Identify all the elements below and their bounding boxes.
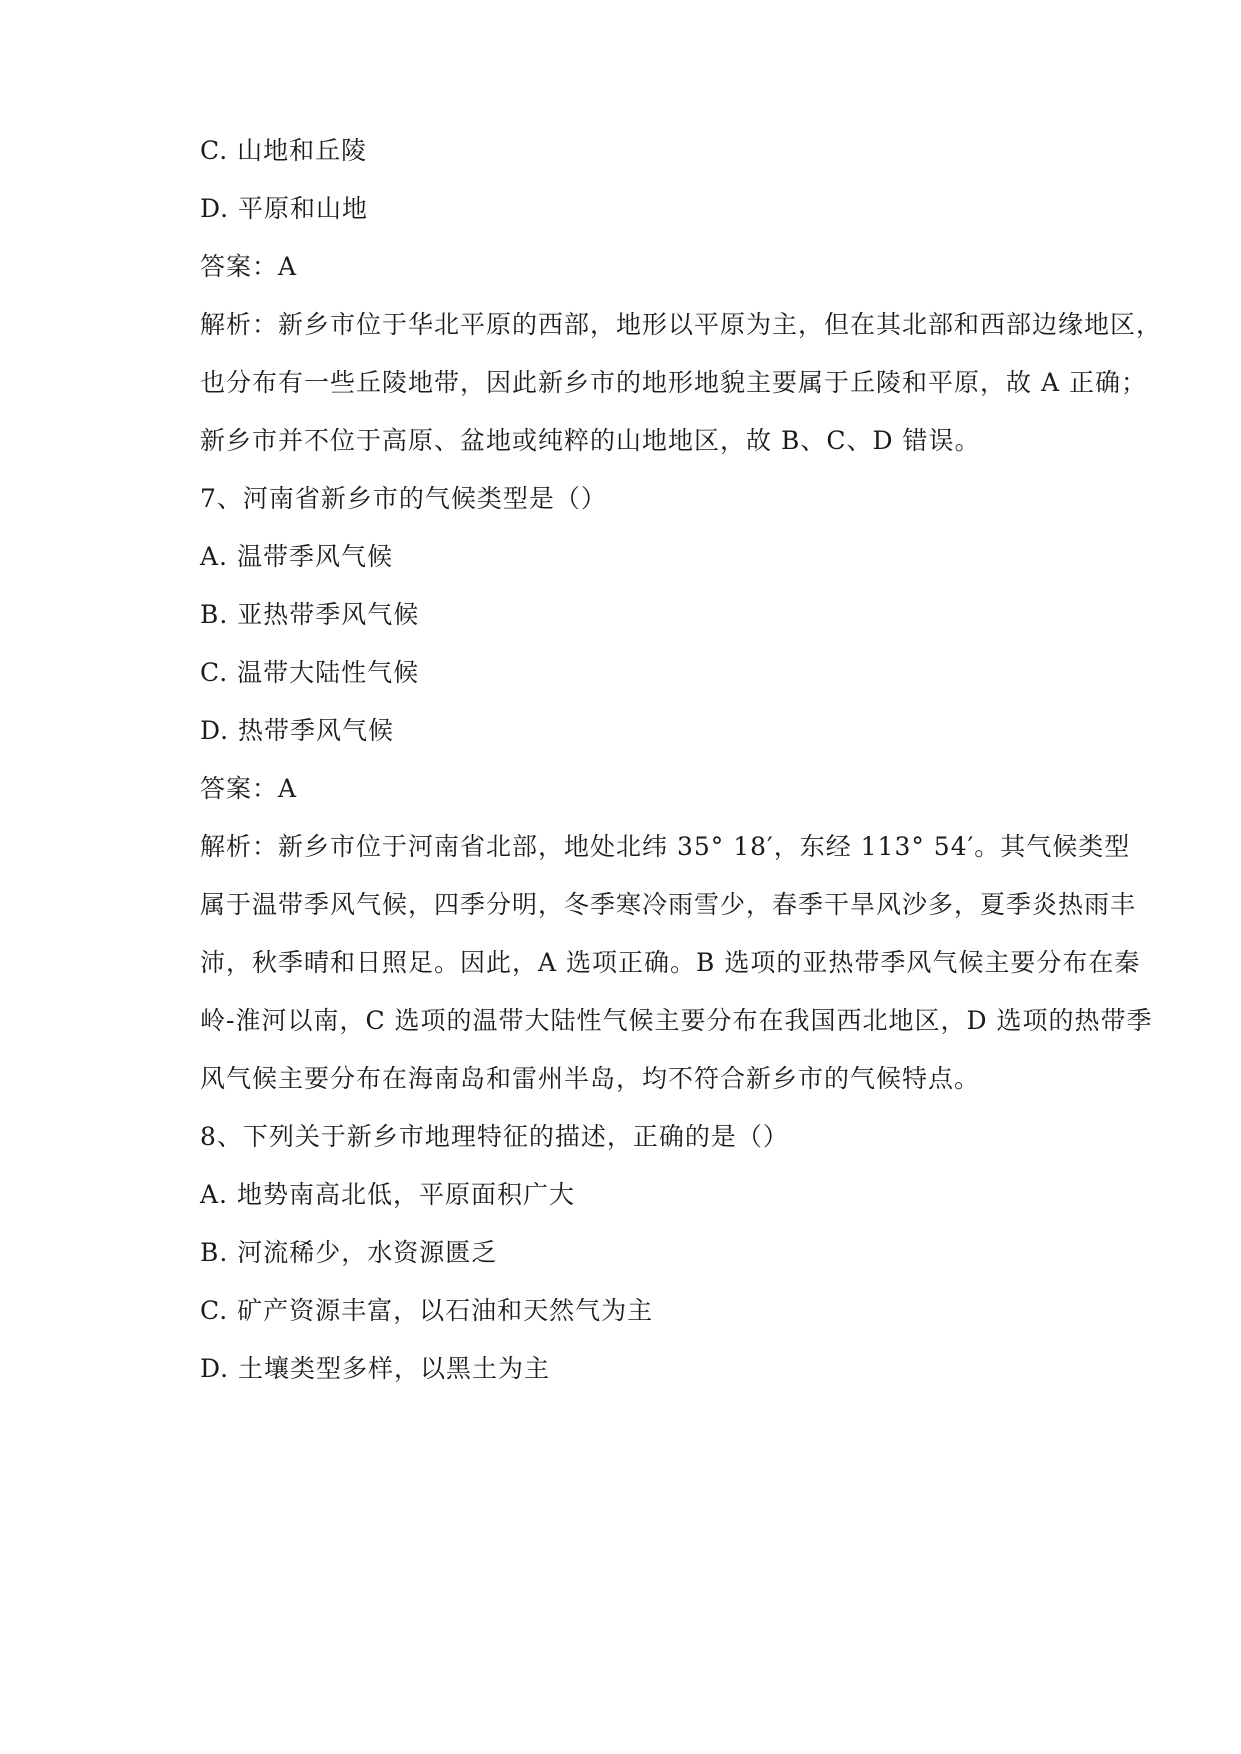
- q7-option-a: A. 温带季风气候: [200, 542, 393, 571]
- q7-answer: 答案：A: [200, 774, 298, 803]
- q7-explanation-line-3: 沛，秋季晴和日照足。因此，A 选项正确。B 选项的亚热带季风气候主要分布在秦: [200, 948, 1141, 977]
- q7-option-d: D. 热带季风气候: [200, 716, 395, 745]
- q6-explanation-line-1: 解析：新乡市位于华北平原的西部，地形以平原为主，但在其北部和西部边缘地区，: [200, 310, 1163, 339]
- q7-explanation-line-2: 属于温带季风气候，四季分明，冬季寒冷雨雪少，春季干旱风沙多，夏季炎热雨丰: [200, 890, 1137, 919]
- q7-option-b: B. 亚热带季风气候: [200, 600, 420, 629]
- q8-option-d: D. 土壤类型多样，以黑土为主: [200, 1354, 551, 1383]
- q6-explanation-line-3: 新乡市并不位于高原、盆地或纯粹的山地地区，故 B、C、D 错误。: [200, 426, 981, 455]
- q8-question: 8、下列关于新乡市地理特征的描述，正确的是（）: [200, 1122, 789, 1151]
- q6-explanation-line-2: 也分布有一些丘陵地带，因此新乡市的地形地貌主要属于丘陵和平原，故 A 正确；: [200, 368, 1147, 397]
- q7-explanation-line-1: 解析：新乡市位于河南省北部，地处北纬 35° 18′，东经 113° 54′。其气候类型: [200, 832, 1131, 861]
- q7-explanation-line-4: 岭-淮河以南，C 选项的温带大陆性气候主要分布在我国西北地区，D 选项的热带季: [200, 1006, 1153, 1035]
- q7-explanation-line-5: 风气候主要分布在海南岛和雷州半岛，均不符合新乡市的气候特点。: [200, 1064, 981, 1093]
- q6-option-c: C. 山地和丘陵: [200, 136, 368, 165]
- q6-option-d: D. 平原和山地: [200, 194, 369, 223]
- q6-answer: 答案：A: [200, 252, 298, 281]
- q7-option-c: C. 温带大陆性气候: [200, 658, 420, 687]
- q8-option-b: B. 河流稀少，水资源匮乏: [200, 1238, 498, 1267]
- q7-question: 7、河南省新乡市的气候类型是（）: [200, 484, 607, 513]
- q8-option-c: C. 矿产资源丰富，以石油和天然气为主: [200, 1296, 654, 1325]
- q8-option-a: A. 地势南高北低，平原面积广大: [200, 1180, 575, 1209]
